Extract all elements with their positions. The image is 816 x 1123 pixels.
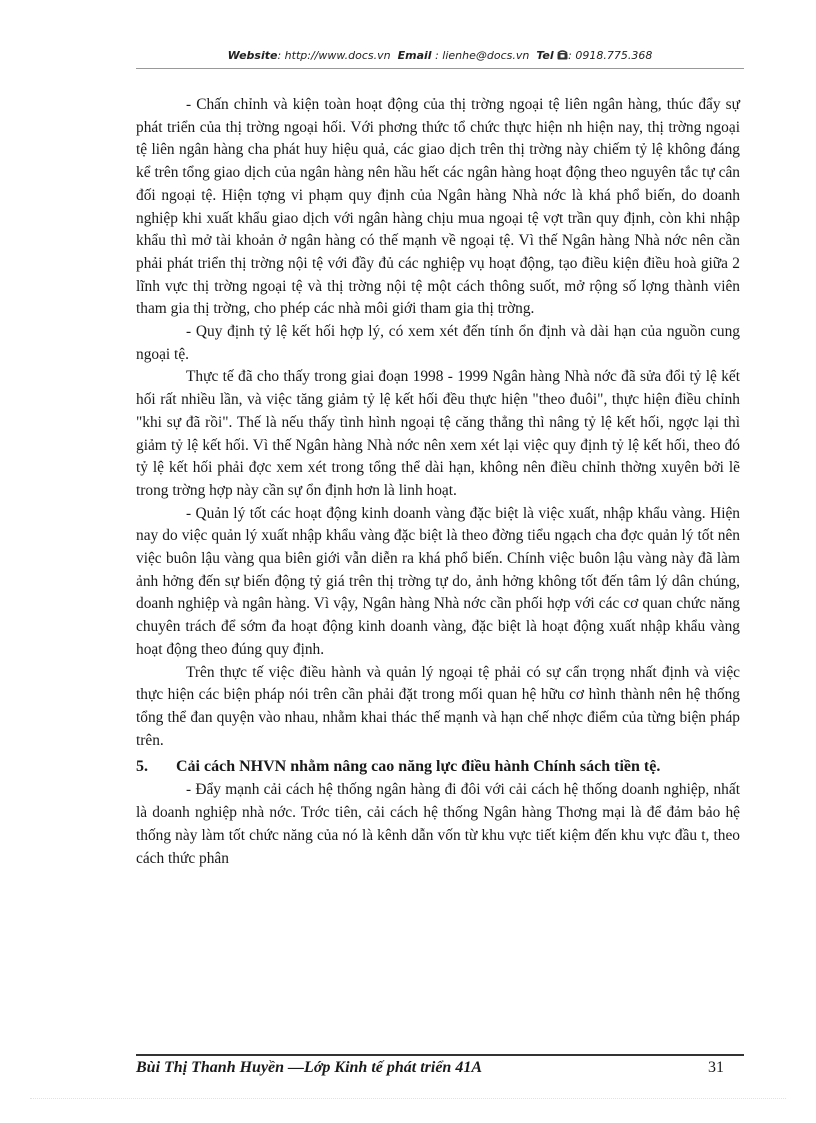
footer-author: Bùi Thị Thanh Huyền —Lớp Kinh tế phát triển 41A (136, 1059, 482, 1076)
body-paragraph: - Quy định tỷ lệ kết hối hợp lý, có xem xét đến tính ổn định và dài hạn của nguồn cung ngoại tệ. (136, 323, 740, 363)
page-number: 31 (708, 1059, 724, 1076)
website-value: : http://www.docs.vn (277, 49, 391, 62)
website-label: Website (227, 49, 278, 62)
email-label: Email (397, 49, 432, 62)
email-value: : lienhe@docs.vn (435, 49, 530, 62)
body-paragraph: Trên thực tế việc điều hành và quản lý ngoại tệ phải có sự cẩn trọng nhất định và việc thực hiện các biện pháp nói trên cần phải đặt trong mối quan hệ hữu cơ hình thành nên hệ thống tổng thể đan quyện vào nhau, nhằm khai thác thế mạnh và hạn chế nhợc điểm của từng biện pháp trên. (136, 663, 740, 749)
body-paragraph: Thực tế đã cho thấy trong giai đoạn 1998 - 1999 Ngân hàng Nhà nớc đã sửa đổi tỷ lệ kết hối rất nhiều lần, và việc tăng giảm tỷ lệ kết hối đều thực hiện "theo đuôi", thực hiện điều chỉnh "khi sự đã rồi". Thế là nếu thấy tình hình ngoại tệ căng thẳng thì nâng tỷ lệ kết hối, ngợc lại thì giảm tỷ lệ kết hối. Vì thế Ngân hàng Nhà nớc nên xem xét lại việc quy định tỷ lệ kết hối, theo đó tỷ lệ kết hối phải đợc xem xét trong tổng thể dài hạn, không nên điều chỉnh thờng xuyên bởi lẽ trong trờng hợp này cần sự ổn định hơn là linh hoạt. (136, 368, 740, 499)
section-number: 5. (136, 758, 148, 776)
section-paragraph: - Đẩy mạnh cải cách hệ thống ngân hàng đi đôi với cải cách hệ thống doanh nghiệp, nhất là doanh nghiệp nhà nớc. Trớc tiên, cải cách hệ thống Ngân hàng Thơng mại là để đảm bảo hệ thống này làm tốt chức năng của nó là kênh dẫn vốn từ khu vực tiết kiệm đến khu vực đầu t, theo cách thức phân (136, 781, 740, 867)
page-body (136, 94, 740, 870)
footer-divider (136, 1054, 744, 1056)
page-bottom-border (30, 1098, 786, 1099)
body-paragraph: - Chấn chỉnh và kiện toàn hoạt động của thị trờng ngoại tệ liên ngân hàng, thúc đẩy sự phát triển của thị trờng ngoại hối. Với phơng thức tổ chức thực hiện nh hiện nay, thị trờng ngoại tệ liên ngân hàng cha phát huy hiệu quả, các giao dịch trên thị trờng này chiếm tỷ lệ không đáng kể trên tổng giao dịch của ngân hàng nên hầu hết các ngân hàng hoạt động theo nguyên tắc tự cân đối ngoại tệ. Hiện tợng vi phạm quy định của Ngân hàng Nhà nớc là khá phổ biến, do doanh nghiệp khi xuất khẩu giao dịch với ngân hàng chịu mua ngoại tệ vợt trần quy định, còn khi nhập khẩu thì mở tài khoản ở ngân hàng có thế mạnh về ngoại tệ. Vì thế Ngân hàng Nhà nớc nên cần phải phát triển thị trờng nội tệ với đầy đủ các nghiệp vụ hoạt động, tạo điều kiện điều hoà giữa 2 lĩnh vực thị trờng ngoại tệ và thị trờng nội tệ một cách thông suốt, mở rộng số lợng thành viên tham gia thị trờng, cho phép các nhà môi giới tham gia thị trờng. (136, 96, 740, 318)
tel-label: Tel (536, 49, 554, 62)
body-paragraph: - Quản lý tốt các hoạt động kinh doanh vàng đặc biệt là việc xuất, nhập khẩu vàng. Hiện nay do việc quản lý xuất nhập khẩu vàng đặc biệt là theo đờng tiểu ngạch cha đợc quản lý tốt nên việc buôn lậu vàng qua biên giới vẫn diễn ra khá phổ biến. Chính việc buôn lậu vàng này đã làm ảnh hởng đến sự biến động tỷ giá trên thị trờng tự do, ảnh hởng không tốt đến tâm lý dân chúng, doanh nghiệp và ngân hàng. Vì vậy, Ngân hàng Nhà nớc cần phối hợp với các cơ quan chức năng chuyên trách để sớm đa hoạt động kinh doanh vàng, đặc biệt là hoạt động xuất nhập khẩu vàng hoạt động theo đúng quy định. (136, 504, 740, 658)
section-title: Cải cách NHVN nhằm nâng cao năng lực điều hành Chính sách tiền tệ. (176, 758, 661, 776)
section-heading (136, 755, 740, 779)
header-divider (136, 68, 744, 69)
phone-icon (557, 50, 568, 60)
tel-value: : 0918.775.368 (568, 49, 653, 62)
page-header (136, 49, 744, 62)
